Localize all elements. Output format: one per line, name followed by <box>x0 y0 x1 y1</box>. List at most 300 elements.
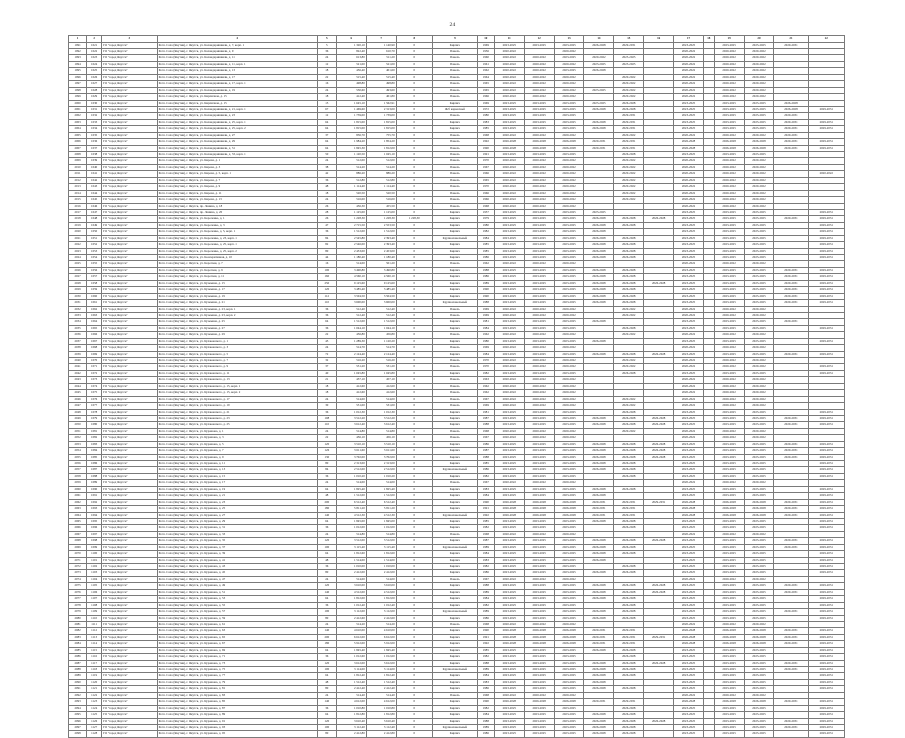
table-cell: 2026-2028 <box>524 634 554 640</box>
table-cell: 2026-2028 <box>584 660 614 666</box>
table-cell: 2020-2022 <box>554 332 584 338</box>
table-cell: 514,20 <box>336 621 366 627</box>
table-cell: 2029-2031 <box>808 255 844 261</box>
table-cell: 2023-2025 <box>554 615 584 621</box>
table-cell: 2095 <box>69 712 87 718</box>
table-cell: 6 612,00 <box>366 634 396 640</box>
table-row <box>69 325 845 331</box>
table-cell: 1990 <box>477 293 494 299</box>
table-cell: 2020-2022 <box>554 261 584 267</box>
table-cell: 0 <box>396 396 432 402</box>
table-cell: 2020-2022 <box>524 435 554 441</box>
table-cell: 2 715,50 <box>336 222 366 228</box>
table-cell <box>774 731 808 737</box>
table-cell: 2023-2025 <box>744 209 774 215</box>
table-cell: 2 313,00 <box>336 461 366 467</box>
table-cell: 2023-2025 <box>554 248 584 254</box>
table-cell: 2020-2022 <box>554 164 584 170</box>
table-cell: Кирпич <box>432 718 477 724</box>
table-cell: 1 512,00 <box>336 229 366 235</box>
table-cell: 2029-2031 <box>774 634 808 640</box>
table-cell: 2023-2025 <box>714 100 744 106</box>
table-cell: 2091 <box>69 686 87 692</box>
table-cell: 2080 <box>69 615 87 621</box>
table-row <box>69 589 845 595</box>
table-row <box>69 177 845 183</box>
table-cell: 2020-2022 <box>744 74 774 80</box>
table-cell: 2023-2025 <box>494 609 524 615</box>
table-cell: 2023-2025 <box>494 222 524 228</box>
table-cell: 2023-2025 <box>524 467 554 473</box>
table-cell: 2020-2022 <box>554 621 584 627</box>
table-cell: 1023 <box>87 55 102 61</box>
table-cell: 2026-2028 <box>674 512 704 518</box>
table-cell: 2020-2022 <box>714 190 744 196</box>
table-cell: 2026-2028 <box>614 351 644 357</box>
table-cell: 2057 <box>69 467 87 473</box>
table-cell: Респ. Саха (Якутия), г. Якутск, ул. Кулаковского, д. 15, корп. 1 <box>157 383 317 389</box>
table-cell: 2020-2022 <box>674 576 704 582</box>
table-cell: 1048 <box>87 216 102 222</box>
table-cell: 2026-2028 <box>584 441 614 447</box>
column-number: 7 <box>366 36 396 43</box>
table-cell: 1079 <box>87 415 102 421</box>
table-cell: 2023-2025 <box>524 731 554 737</box>
table-cell: 2020-2022 <box>714 158 744 164</box>
table-cell: Респ. Саха (Якутия), г. Якутск, ул. Каландаришвили, д. 21, корп. 1 <box>157 106 317 112</box>
table-cell: 1991 <box>477 634 494 640</box>
table-cell: 2023-2025 <box>554 557 584 563</box>
table-cell: 0 <box>396 287 432 293</box>
table-cell: 2020-2022 <box>714 435 744 441</box>
table-cell: 512,40 <box>366 312 396 318</box>
table-cell: 2029-2031 <box>808 596 844 602</box>
table-cell: 2029-2031 <box>808 628 844 634</box>
table-cell: 1986 <box>477 731 494 737</box>
table-cell: Респ. Саха (Якутия), г. Якутск, ул. Кулаковского, д. 11 <box>157 370 317 376</box>
table-cell: Респ. Саха (Якутия), г. Якутск, ул. Курашова, д. 89 <box>157 712 317 718</box>
table-cell: 2023-2025 <box>714 615 744 621</box>
table-cell: 1027 <box>87 81 102 87</box>
table-cell: 2023-2025 <box>744 319 774 325</box>
table-cell: 2023-2025 <box>744 370 774 376</box>
table-cell: 2023-2025 <box>494 287 524 293</box>
table-cell: 0 <box>396 557 432 563</box>
table-cell: 0 <box>396 621 432 627</box>
table-cell: 1970 <box>477 158 494 164</box>
table-cell: 2020-2022 <box>554 184 584 190</box>
table-cell: 2020-2022 <box>808 171 844 177</box>
table-cell: 1984 <box>477 712 494 718</box>
table-cell: 2023-2025 <box>714 351 744 357</box>
table-cell: 1053 <box>87 248 102 254</box>
table-cell: 1996 <box>69 74 87 80</box>
table-cell: 1990 <box>477 499 494 505</box>
table-cell: 2038 <box>69 345 87 351</box>
table-cell: 2023-2025 <box>614 55 644 61</box>
table-cell: 2020-2022 <box>714 428 744 434</box>
table-cell: 2023-2025 <box>494 589 524 595</box>
table-cell: 0 <box>396 345 432 351</box>
table-row <box>69 467 845 473</box>
table-cell: 2024 <box>69 255 87 261</box>
table-cell: ГО "город Якутск" <box>102 544 158 550</box>
table-cell: 2023-2025 <box>554 235 584 241</box>
table-cell: 4 612,00 <box>336 699 366 705</box>
table-cell: 2026-2028 <box>524 145 554 151</box>
table-cell: 1970 <box>477 358 494 364</box>
table-cell: 2020-2022 <box>554 403 584 409</box>
table-cell: 2033 <box>69 312 87 318</box>
table-cell: ГО "город Якутск" <box>102 190 158 196</box>
table-cell: 2023-2025 <box>714 242 744 248</box>
table-cell: 2023-2025 <box>554 126 584 132</box>
table-cell: 2026-2028 <box>584 518 614 524</box>
table-cell: 2058 <box>69 473 87 479</box>
table-cell: 2023-2025 <box>674 370 704 376</box>
table-cell: 1031 <box>87 106 102 112</box>
table-cell: 2 393,40 <box>366 242 396 248</box>
table-cell: 2015 <box>69 197 87 203</box>
table-cell: 2023-2025 <box>674 222 704 228</box>
table-row <box>69 190 845 196</box>
table-cell: 2023-2025 <box>554 113 584 119</box>
table-cell: 2029-2031 <box>614 42 644 48</box>
table-cell: 2026-2028 <box>614 448 644 454</box>
table-cell: 2029-2031 <box>774 660 808 666</box>
table-cell: 2007 <box>69 145 87 151</box>
table-cell: 531,00 <box>366 403 396 409</box>
table-cell: 2029-2031 <box>774 216 808 222</box>
table-cell: ГО "город Якутск" <box>102 377 158 383</box>
table-cell: 1984 <box>477 596 494 602</box>
table-cell: 2020-2022 <box>494 81 524 87</box>
table-cell: 2026-2028 <box>494 628 524 634</box>
table-cell: Респ. Саха (Якутия), г. Якутск, ул. Каландаришвили, д. 33, корп. 1 <box>157 152 317 158</box>
table-cell: 2023-2025 <box>744 486 774 492</box>
table-cell: 2026-2028 <box>584 300 614 306</box>
table-cell: 2029-2031 <box>808 422 844 428</box>
table-cell: 2020-2022 <box>714 61 744 67</box>
table-cell: 1986 <box>477 570 494 576</box>
table-cell: 2020-2022 <box>494 621 524 627</box>
table-cell: 412,60 <box>336 390 366 396</box>
table-cell: 2029-2031 <box>584 634 614 640</box>
table-cell: 1081 <box>87 428 102 434</box>
table-cell: 2023-2025 <box>584 209 614 215</box>
table-cell: 18 <box>317 94 336 100</box>
table-cell: ГО "город Якутск" <box>102 531 158 537</box>
table-cell: 1108 <box>87 602 102 608</box>
table-cell: Кирпич <box>432 280 477 286</box>
table-cell: 2026 <box>69 267 87 273</box>
table-cell: 2026-2028 <box>494 139 524 145</box>
table-cell: 2029-2031 <box>614 139 644 145</box>
table-cell: 1995 <box>69 68 87 74</box>
table-row <box>69 454 845 460</box>
table-cell: 2023-2025 <box>744 654 774 660</box>
table-cell: 2020-2022 <box>714 306 744 312</box>
table-cell: 2029-2031 <box>584 699 614 705</box>
table-cell: 2084 <box>69 641 87 647</box>
table-row <box>69 364 845 370</box>
table-cell: 2020-2022 <box>714 403 744 409</box>
table-cell: Респ. Саха (Якутия), г. Якутск, ул. Короткая, д. 9 <box>157 267 317 273</box>
table-cell: 1989 <box>477 724 494 730</box>
table-cell: Респ. Саха (Якутия), г. Якутск, ул. Курашова, д. 55 <box>157 602 317 608</box>
table-cell: 455,50 <box>366 203 396 209</box>
table-cell: 1989 <box>477 589 494 595</box>
table-cell: Панель <box>432 480 477 486</box>
table-cell: Респ. Саха (Якутия), г. Якутск, ул. Курашова, д. 65 <box>157 634 317 640</box>
table-cell: 2030 <box>69 293 87 299</box>
table-cell: Кирпич <box>432 518 477 524</box>
table-row <box>69 319 845 325</box>
table-cell: ГО "город Якутск" <box>102 686 158 692</box>
table-cell: Кирпич <box>432 325 477 331</box>
table-cell: ГО "город Якутск" <box>102 415 158 421</box>
table-cell: Респ. Саха (Якутия), г. Якутск, ул. Курашова, д. 51 <box>157 589 317 595</box>
table-cell: 2023 <box>69 248 87 254</box>
table-row <box>69 216 845 222</box>
table-cell: 2023-2025 <box>744 293 774 299</box>
table-row <box>69 628 845 634</box>
table-cell: ГО "город Якутск" <box>102 345 158 351</box>
table-cell: 108 <box>317 415 336 421</box>
table-cell: Респ. Саха (Якутия), г. Якутск, ул. Кирпичная, д. 15 <box>157 94 317 100</box>
table-cell: 2023-2025 <box>524 660 554 666</box>
table-cell: Кирпич <box>432 673 477 679</box>
table-cell: 1987 <box>477 448 494 454</box>
table-cell: 2020-2022 <box>614 177 644 183</box>
table-cell: 2023-2025 <box>494 235 524 241</box>
table-cell: 3 512,00 <box>366 538 396 544</box>
table-cell: 2023-2025 <box>554 525 584 531</box>
table-cell: 1109 <box>87 609 102 615</box>
table-cell: 2026-2028 <box>714 506 744 512</box>
table-cell: 1962 <box>477 68 494 74</box>
table-cell: 886,20 <box>336 171 366 177</box>
table-cell: 2023-2025 <box>674 242 704 248</box>
table-cell: 1968 <box>477 132 494 138</box>
table-cell: 2023-2025 <box>524 274 554 280</box>
table-cell: 2026-2028 <box>584 274 614 280</box>
table-cell: 0 <box>396 61 432 67</box>
table-cell: 2023-2025 <box>714 667 744 673</box>
table-cell: 64 <box>317 596 336 602</box>
table-cell: 2020-2022 <box>554 81 584 87</box>
table-cell: 2023-2025 <box>674 473 704 479</box>
table-cell: 2029-2031 <box>774 583 808 589</box>
table-cell: Панель <box>432 49 477 55</box>
table-cell: Респ. Саха (Якутия), г. Якутск, ул. Курашова, д. 23 <box>157 499 317 505</box>
table-cell: 1 815,00 <box>336 126 366 132</box>
table-cell: 1 739,00 <box>336 113 366 119</box>
table-cell: 2061 <box>69 493 87 499</box>
table-cell: 2023-2025 <box>714 370 744 376</box>
table-row <box>69 596 845 602</box>
table-cell: 2020-2022 <box>614 87 644 93</box>
table-cell: 514,00 <box>366 576 396 582</box>
table-cell: 4 610,00 <box>366 628 396 634</box>
table-cell: 36 <box>317 473 336 479</box>
table-cell: ГО "город Якутск" <box>102 280 158 286</box>
table-cell: 2020-2022 <box>714 396 744 402</box>
table-cell: 2020-2022 <box>744 435 774 441</box>
table-cell: 0 <box>396 177 432 183</box>
table-cell: 822,40 <box>336 49 366 55</box>
table-cell: 2023-2025 <box>744 615 774 621</box>
table-cell: 2023-2025 <box>714 596 744 602</box>
table-cell: 2020-2022 <box>744 190 774 196</box>
table-cell: 2029-2031 <box>614 628 644 634</box>
table-cell: Респ. Саха (Якутия), г. Якутск, ул. Курашова, д. 39 <box>157 551 317 557</box>
table-cell: 493,60 <box>366 87 396 93</box>
table-cell: 2026-2028 <box>584 222 614 228</box>
table-cell: 2023-2025 <box>494 615 524 621</box>
table-cell: 2069 <box>69 544 87 550</box>
table-cell: 2029-2031 <box>808 448 844 454</box>
table-row <box>69 609 845 615</box>
table-cell: 2026-2028 <box>714 145 744 151</box>
table-cell: Респ. Саха (Якутия), г. Якутск, ул. Курашова, д. 1 <box>157 428 317 434</box>
table-cell: Респ. Саха (Якутия), г. Якутск, ул. Каландаришвили, д. 11, корп. 1 <box>157 61 317 67</box>
table-cell: 2029-2031 <box>808 583 844 589</box>
table-cell: 1 180,40 <box>336 255 366 261</box>
table-cell: 1064 <box>87 319 102 325</box>
table-cell: 2020-2022 <box>524 428 554 434</box>
table-cell: 2060 <box>69 486 87 492</box>
table-cell: 2020-2022 <box>674 396 704 402</box>
table-cell: Панель <box>432 81 477 87</box>
table-cell: 2026-2028 <box>644 441 674 447</box>
table-cell: 2029-2031 <box>808 145 844 151</box>
table-cell: Респ. Саха (Якутия), г. Якутск, ул. Короленко, д. 5, корп. 1 <box>157 229 317 235</box>
table-cell: 2026-2028 <box>494 506 524 512</box>
table-cell: Кирпич <box>432 705 477 711</box>
table-cell: 2029-2031 <box>808 602 844 608</box>
table-cell: 1065 <box>87 325 102 331</box>
table-cell: 2029-2031 <box>808 293 844 299</box>
column-number: 15 <box>614 36 644 43</box>
table-cell: Респ. Саха (Якутия), г. Якутск, ул. Кулаковского, д. 7 <box>157 358 317 364</box>
table-cell: 2023-2025 <box>744 647 774 653</box>
table-cell: 120 <box>317 583 336 589</box>
table-cell: 2020-2022 <box>714 332 744 338</box>
table-cell: 1024 <box>87 61 102 67</box>
table-cell: 2023-2025 <box>674 557 704 563</box>
table-cell: 2023-2025 <box>674 467 704 473</box>
table-cell: 1968 <box>477 531 494 537</box>
table-row <box>69 164 845 170</box>
table-cell: 2032 <box>69 306 87 312</box>
table-cell: ГО "город Якутск" <box>102 139 158 145</box>
table-cell: Панель <box>432 61 477 67</box>
table-cell: 2029-2031 <box>774 267 808 273</box>
table-cell: 36 <box>317 602 336 608</box>
table-cell: 531,20 <box>336 364 366 370</box>
table-cell: 2029-2031 <box>808 705 844 711</box>
table-cell: 0 <box>396 197 432 203</box>
table-cell: 2029-2031 <box>774 538 808 544</box>
table-cell: 100 <box>317 724 336 730</box>
table-cell: ГО "город Якутск" <box>102 145 158 151</box>
table-cell: 1042 <box>87 177 102 183</box>
table-cell: Респ. Саха (Якутия), г. Якутск, ул. Курашова, д. 53 <box>157 596 317 602</box>
table-cell: 2020-2022 <box>614 364 644 370</box>
table-cell: ГО "город Якутск" <box>102 506 158 512</box>
table-cell: 3 485,40 <box>336 287 366 293</box>
table-cell: 1115 <box>87 647 102 653</box>
table-cell: 2020-2022 <box>554 383 584 389</box>
table-cell: 2023-2025 <box>714 602 744 608</box>
table-cell: 1982 <box>477 229 494 235</box>
table-cell: 2020-2022 <box>494 403 524 409</box>
table-cell: ГО "город Якутск" <box>102 409 158 415</box>
table-cell: ГО "город Якутск" <box>102 300 158 306</box>
table-cell: 2029-2031 <box>614 126 644 132</box>
table-cell: 0 <box>396 74 432 80</box>
table-cell: Кирпич <box>432 686 477 692</box>
table-cell: 2020-2022 <box>744 358 774 364</box>
table-cell: 2026-2028 <box>584 557 614 563</box>
table-cell: 2026-2028 <box>584 42 614 48</box>
table-cell: 2023-2025 <box>554 415 584 421</box>
table-cell: 2023-2025 <box>674 229 704 235</box>
table-cell: 2029-2031 <box>774 145 808 151</box>
table-cell: 1988 <box>477 583 494 589</box>
table-cell: 2 313,00 <box>366 106 396 112</box>
table-cell: ГО "город Якутск" <box>102 100 158 106</box>
table-cell: 2023-2025 <box>744 280 774 286</box>
table-cell: 2026-2028 <box>584 255 614 261</box>
table-cell: 2023-2025 <box>554 293 584 299</box>
table-cell: Кирпич <box>432 338 477 344</box>
table-row <box>69 209 845 215</box>
table-cell: 0 <box>396 364 432 370</box>
table-cell: 2023-2025 <box>744 415 774 421</box>
table-cell: Респ. Саха (Якутия), г. Якутск, ул. Кирова, д. 13 <box>157 197 317 203</box>
table-cell: 3 512,20 <box>336 415 366 421</box>
table-cell: ГО "город Якутск" <box>102 332 158 338</box>
table-cell: 2023-2025 <box>714 718 744 724</box>
table-cell: 2023-2025 <box>554 448 584 454</box>
table-cell: 120 <box>317 660 336 666</box>
table-cell: 2023-2025 <box>494 106 524 112</box>
table-cell: 2023-2025 <box>714 119 744 125</box>
table-cell: 2029-2031 <box>808 647 844 653</box>
table-cell: 18 <box>317 390 336 396</box>
table-cell: 2026-2028 <box>584 68 614 74</box>
table-cell: Кирпич <box>432 583 477 589</box>
table-cell: 2023-2025 <box>524 248 554 254</box>
table-cell: 2040 <box>69 358 87 364</box>
table-cell: 2029-2031 <box>808 325 844 331</box>
table-cell: Кирпич <box>432 731 477 737</box>
table-cell: 2029-2031 <box>808 512 844 518</box>
table-cell: 1968 <box>477 621 494 627</box>
table-cell: 2023-2025 <box>674 686 704 692</box>
table-cell: 2026-2028 <box>584 126 614 132</box>
table-cell: 2026-2028 <box>584 229 614 235</box>
table-cell: 2023-2025 <box>494 679 524 685</box>
table-cell: 2023-2025 <box>554 718 584 724</box>
table-cell: 2020-2022 <box>524 177 554 183</box>
table-cell: 1078 <box>87 409 102 415</box>
table-cell: 2029-2031 <box>808 126 844 132</box>
table-cell: 36 <box>317 49 336 55</box>
table-cell: 2026-2028 <box>744 506 774 512</box>
